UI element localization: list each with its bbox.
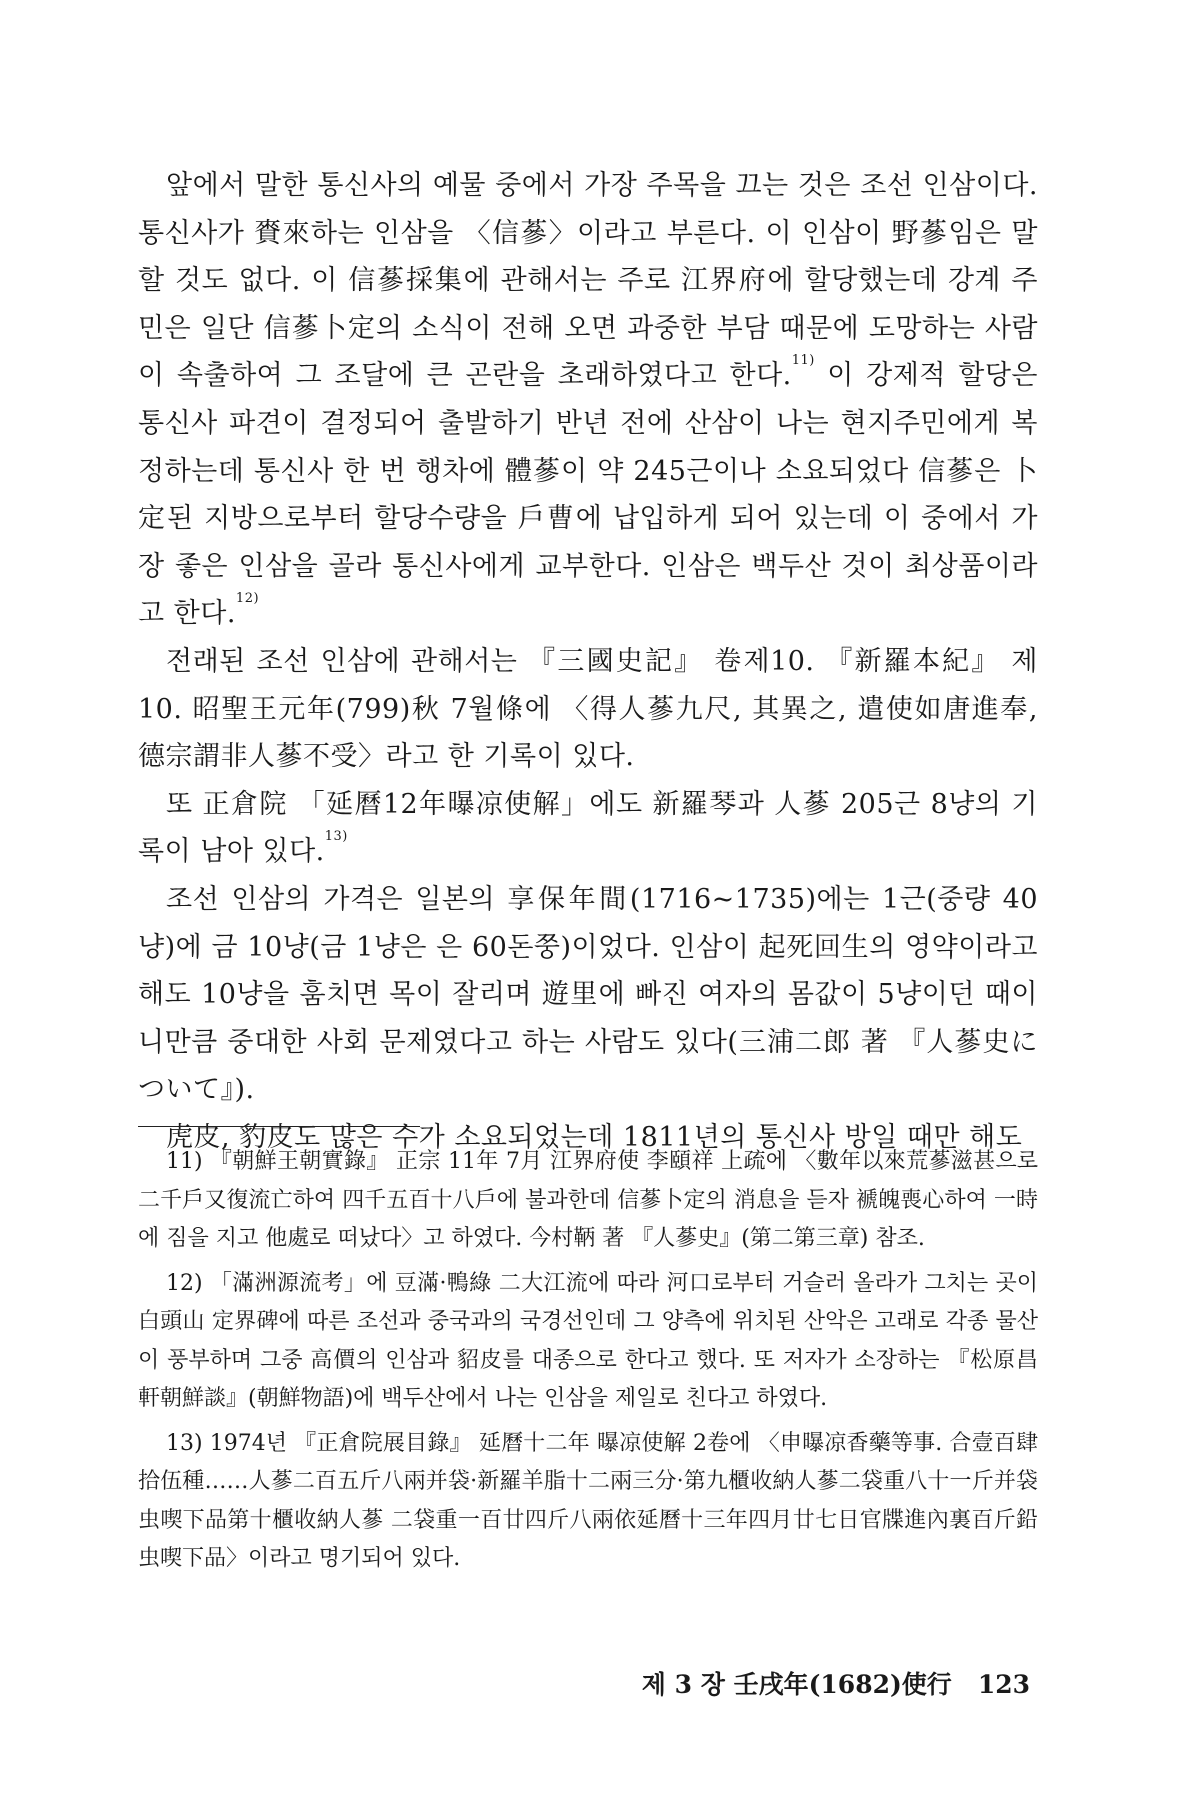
paragraph-text: 앞에서 말한 통신사의 예물 중에서 가장 주목을 끄는 것은 조선 인삼이다. 통신사가 賚來하는 인삼을 〈信蔘〉이라고 부른다. 이 인삼이 野蔘임은 말할 것도 없다. 이 信蔘採集에 관해서는 주로 江界府에 할당했는데 강계 주민은 일단 信蔘卜定의 소식이 전해 오면 과중한 부담 때문에 도망하는 사람이 속출하여 그 조달에 큰 곤란을 초래하였다고 한다. bbox=[138, 170, 1038, 392]
footnote-ref: 11) bbox=[791, 353, 815, 369]
footnote-ref: 12) bbox=[235, 591, 260, 607]
paragraph bbox=[138, 781, 1038, 876]
paragraph-text: 虎皮, 豹皮도 많은 수가 소요되었는데 1811년의 통신사 방일 때만 해도 bbox=[166, 1121, 1023, 1153]
running-footer-chapter: 제 3 장 壬戌年(1682)使行 bbox=[641, 1670, 952, 1699]
paragraph-text: 전래된 조선 인삼에 관해서는 『三國史記』 卷제10. 『新羅本紀』 제10. 昭聖王元年(799)秋 7월條에 〈得人蔘九尺, 其異之, 遣使如唐進奉, 德宗謂非人蔘不受〉라고 한 기록이 있다. bbox=[138, 645, 1038, 773]
paragraph-text: 조선 인삼의 가격은 일본의 享保年間(1716~1735)에는 1근(중량 40냥)에 금 10냥(금 1냥은 은 60돈쭝)이었다. 인삼이 起死回生의 영약이라고 해도 10냥을 훔치면 목이 잘리며 遊里에 빠진 여자의 몸값이 5냥이던 때이니만큼 중대한 사회 문제였다고 하는 사람도 있다(三浦二郎 著 『人蔘史について』). bbox=[138, 883, 1038, 1106]
paragraph bbox=[138, 876, 1038, 1114]
page-number: 123 bbox=[977, 1670, 1030, 1699]
body-text bbox=[138, 162, 1038, 1161]
footnotes bbox=[138, 1143, 1038, 1579]
footnote-ref: 13) bbox=[324, 829, 348, 845]
paragraph bbox=[138, 162, 1038, 638]
paragraph bbox=[138, 638, 1038, 781]
page-footer bbox=[642, 1665, 1030, 1701]
footnote: 12) 「滿洲源流考」에 豆滿·鴨綠 二大江流에 따라 河口로부터 거슬러 올라가 그치는 곳이 白頭山 定界碑에 따른 조선과 중국과의 국경선인데 그 양측에 위치된 산악은 고래로 각종 물산이 풍부하며 그중 高價의 인삼과 貂皮를 대종으로 한다고 했다. 또 저자가 소장하는 『松原昌軒朝鮮談』(朝鮮物語)에 백두산에서 나는 인삼을 제일로 친다고 하였다. bbox=[138, 1270, 1038, 1411]
footnote-divider bbox=[138, 1126, 420, 1127]
footnote: 13) 1974년 『正倉院展目錄』 延曆十二年 曝凉使解 2卷에 〈申曝凉香藥等事. 合壹百肆拾伍種……人蔘二百五斤八兩并袋·新羅羊脂十二兩三分·第九櫃收納人蔘二袋重八十一斤并袋虫喫下品第十櫃收納人蔘 二袋重一百廿四斤八兩依延曆十三年四月廿七日官牒進內裏百斤鉛虫喫下品〉이라고 명기되어 있다. bbox=[138, 1430, 1038, 1571]
paragraph-text: 또 正倉院 「延曆12年曝凉使解」에도 新羅琴과 人蔘 205근 8냥의 기록이 남아 있다. bbox=[138, 788, 1038, 868]
paragraph-text: 이 강제적 할당은 통신사 파견이 결정되어 출발하기 반년 전에 산삼이 나는 현지주민에게 복정하는데 통신사 한 번 행차에 體蔘이 약 245근이나 소요되었다 信蔘은 卜定된 지방으로부터 할당수량을 戶曹에 납입하게 되어 있는데 이 중에서 가장 좋은 인삼을 골라 통신사에게 교부한다. 인삼은 백두산 것이 최상품이라고 한다. bbox=[138, 360, 1038, 630]
footnote: 11) 『朝鮮王朝實錄』 正宗 11年 7月 江界府使 李頤祥 上疏에 〈數年以來荒蔘滋甚으로 二千戶又復流亡하여 四千五百十八戶에 불과한데 信蔘卜定의 消息을 듣자 褫魄喪心하여 一時에 짐을 지고 他處로 떠났다〉고 하였다. 今村鞆 著 『人蔘史』(第二第三章) 참조. bbox=[138, 1149, 1038, 1251]
